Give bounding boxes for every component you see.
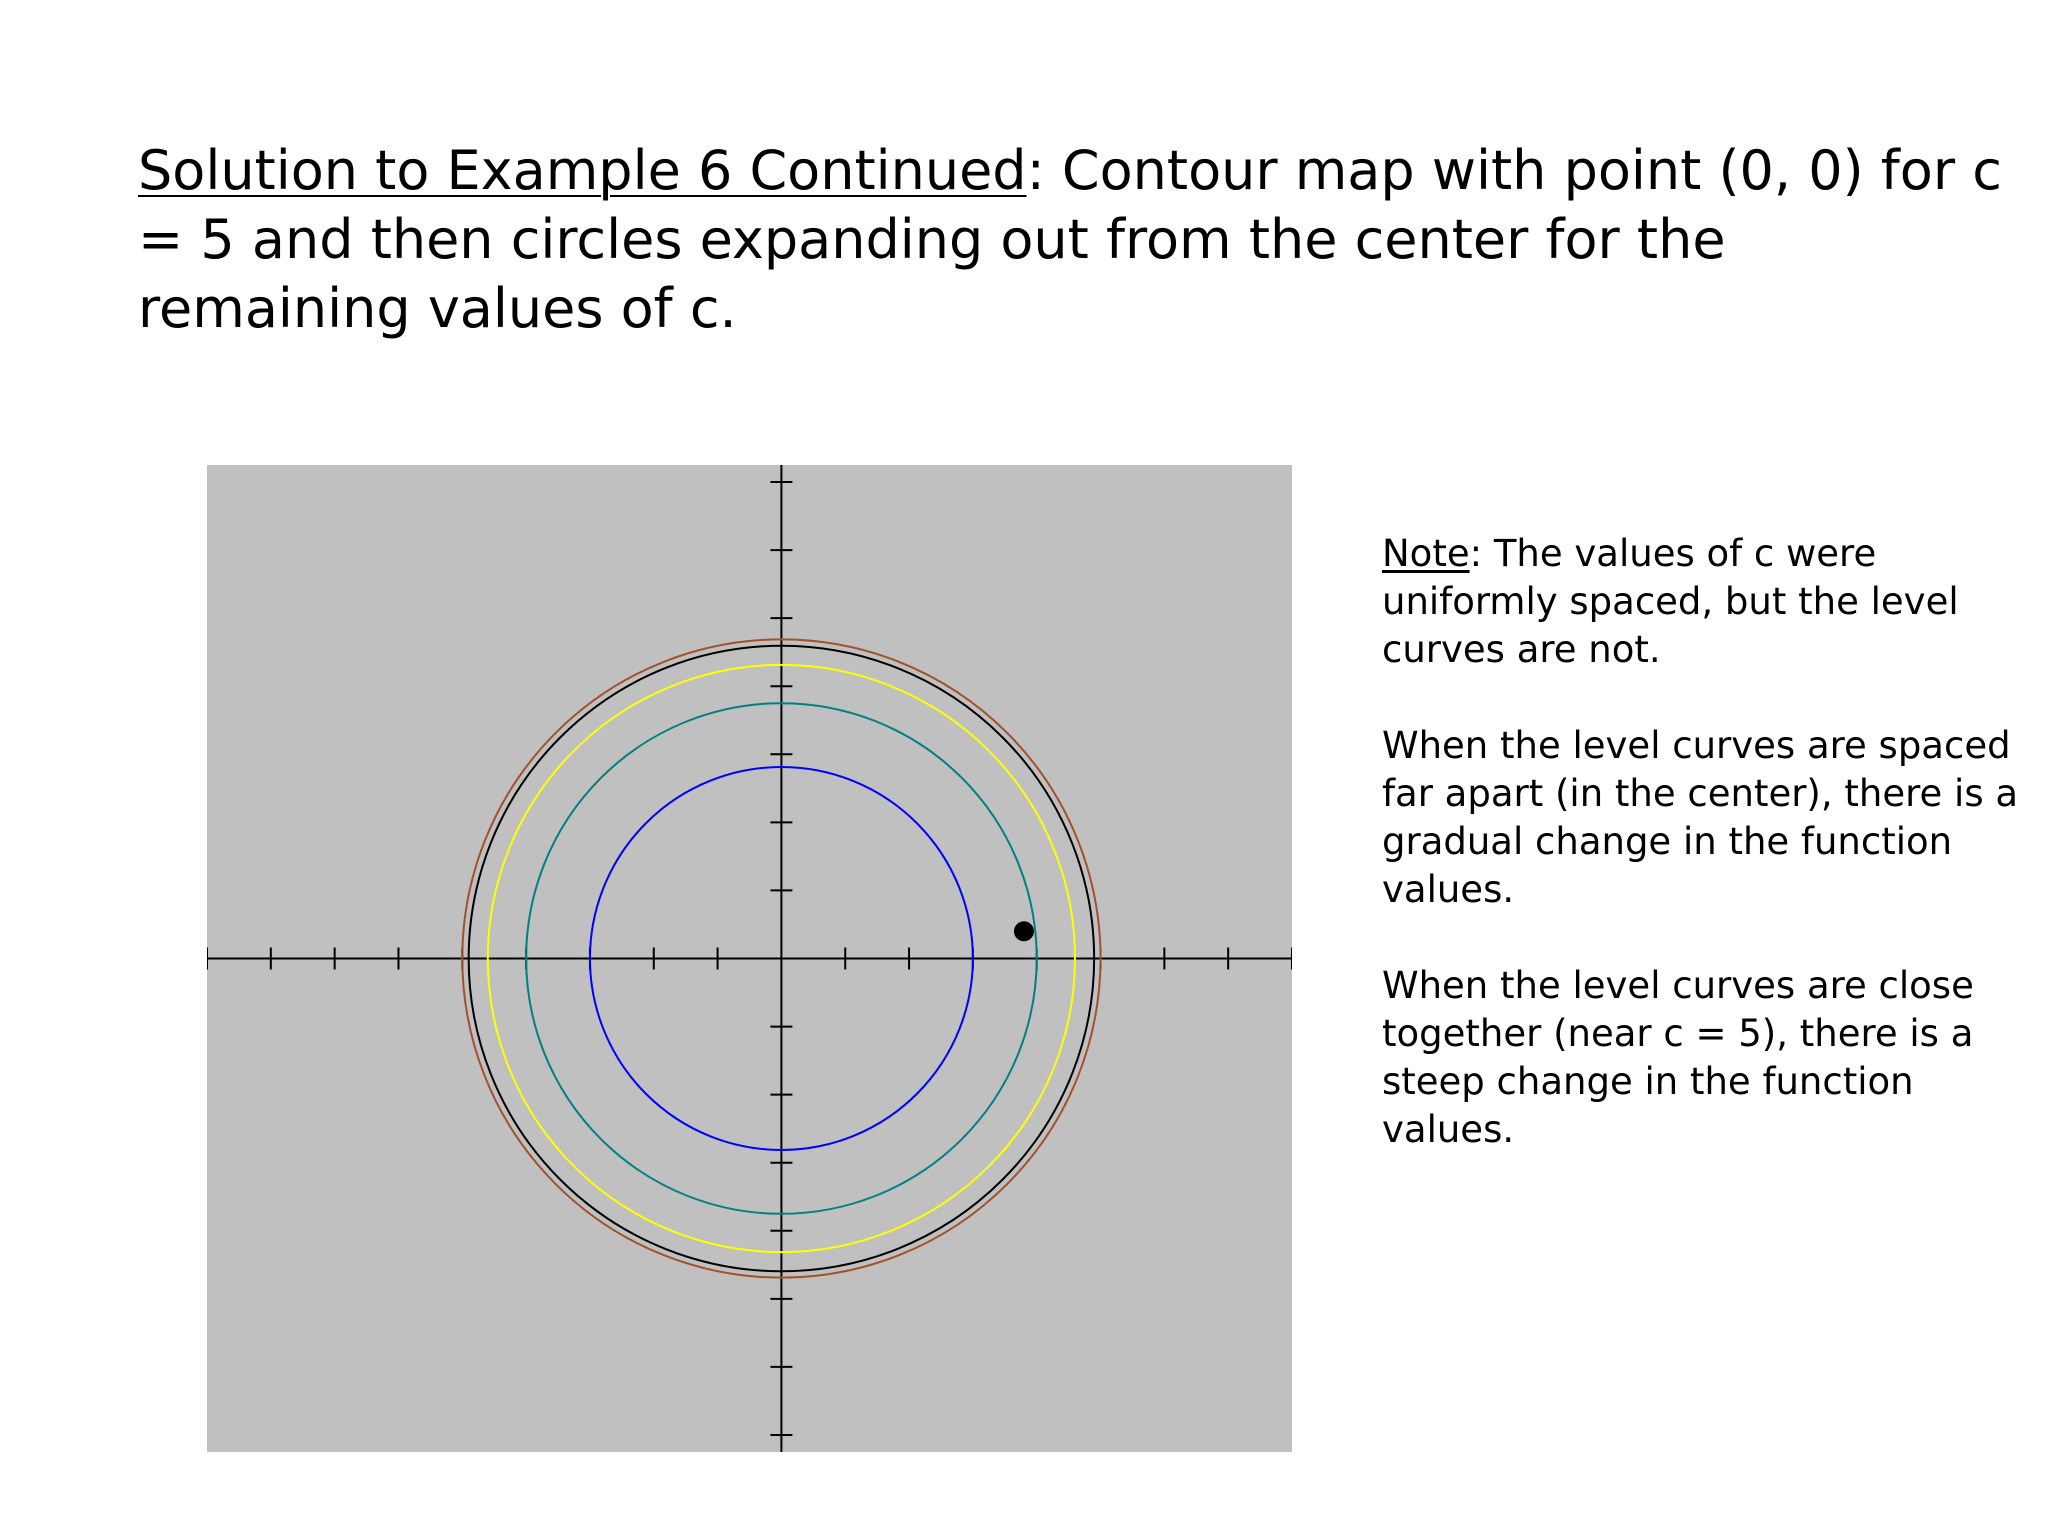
note-paragraph-1: [1382, 530, 2022, 674]
note-paragraph-2: When the level curves are spaced far apart (in the center), there is a gradual change in the function values.: [1382, 724, 2019, 911]
marked-point: [1014, 921, 1034, 941]
note-label: Note: [1382, 532, 1470, 575]
contour-map: [207, 465, 1292, 1452]
note-text: : The values of c were uniformly spaced, but the level curves are not.: [1382, 532, 1959, 671]
contour-map-panel: [207, 465, 1292, 1452]
title-lead: Solution to Example 6 Continued: [138, 139, 1027, 202]
title-rest: : Contour map with point (0, 0) for c = 5 and then circles expanding out from the center for the remaining values of c.: [138, 139, 2002, 340]
slide-title: [138, 136, 2008, 343]
note-paragraph-3: When the level curves are close together (near c = 5), there is a steep change in the function values.: [1382, 964, 1974, 1151]
note-block: [1382, 530, 2022, 1202]
